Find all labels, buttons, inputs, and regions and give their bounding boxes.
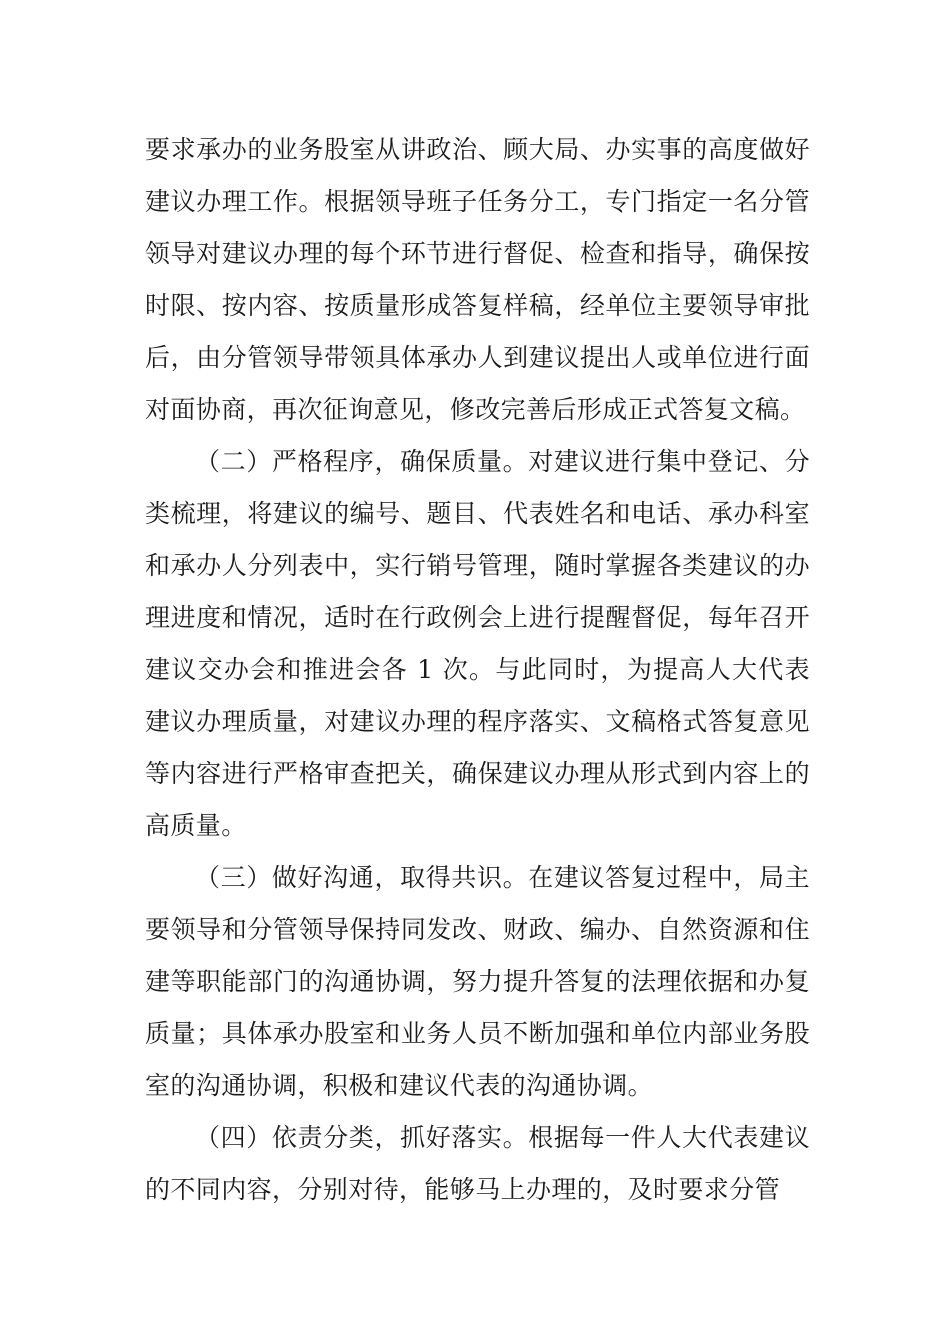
- paragraph-3: （三）做好沟通，取得共识。在建议答复过程中，局主要领导和分管领导保持同发改、财政、编办、自然资源和住建等职能部门的沟通协调，努力提升答复的法理依据和办复质量；具体承办股室和业务人员不断加强和单位内部业务股室的沟通协调，积极和建议代表的沟通协调。: [145, 863, 810, 1100]
- paragraph-4: （四）依责分类，抓好落实。根据每一件人大代表建议的不同内容，分别对待，能够马上办理的，及时要求分管: [145, 1123, 810, 1204]
- paragraph-2: （二）严格程序，确保质量。对建议进行集中登记、分类梳理，将建议的编号、题目、代表姓名和电话、承办科室和承办人分列表中，实行销号管理，随时掌握各类建议的办理进度和情况，适时在行政例会上进行提醒督促，每年召开建议交办会和推进会各 1 次。与此同时，为提高人大代表建议办理质量，对建议办理的程序落实、文稿格式答复意见等内容进行严格审查把关，确保建议办理从形式到内容上的高质量。: [145, 447, 810, 840]
- paragraph-1: 要求承办的业务股室从讲政治、顾大局、办实事的高度做好建议办理工作。根据领导班子任务分工，专门指定一名分管领导对建议办理的每个环节进行督促、检查和指导，确保按时限、按内容、按质量形成答复样稿，经单位主要领导审批后，由分管领导带领具体承办人到建议提出人或单位进行面对面协商，再次征询意见，修改完善后形成正式答复文稿。: [145, 135, 810, 424]
- document-body: [145, 124, 810, 1216]
